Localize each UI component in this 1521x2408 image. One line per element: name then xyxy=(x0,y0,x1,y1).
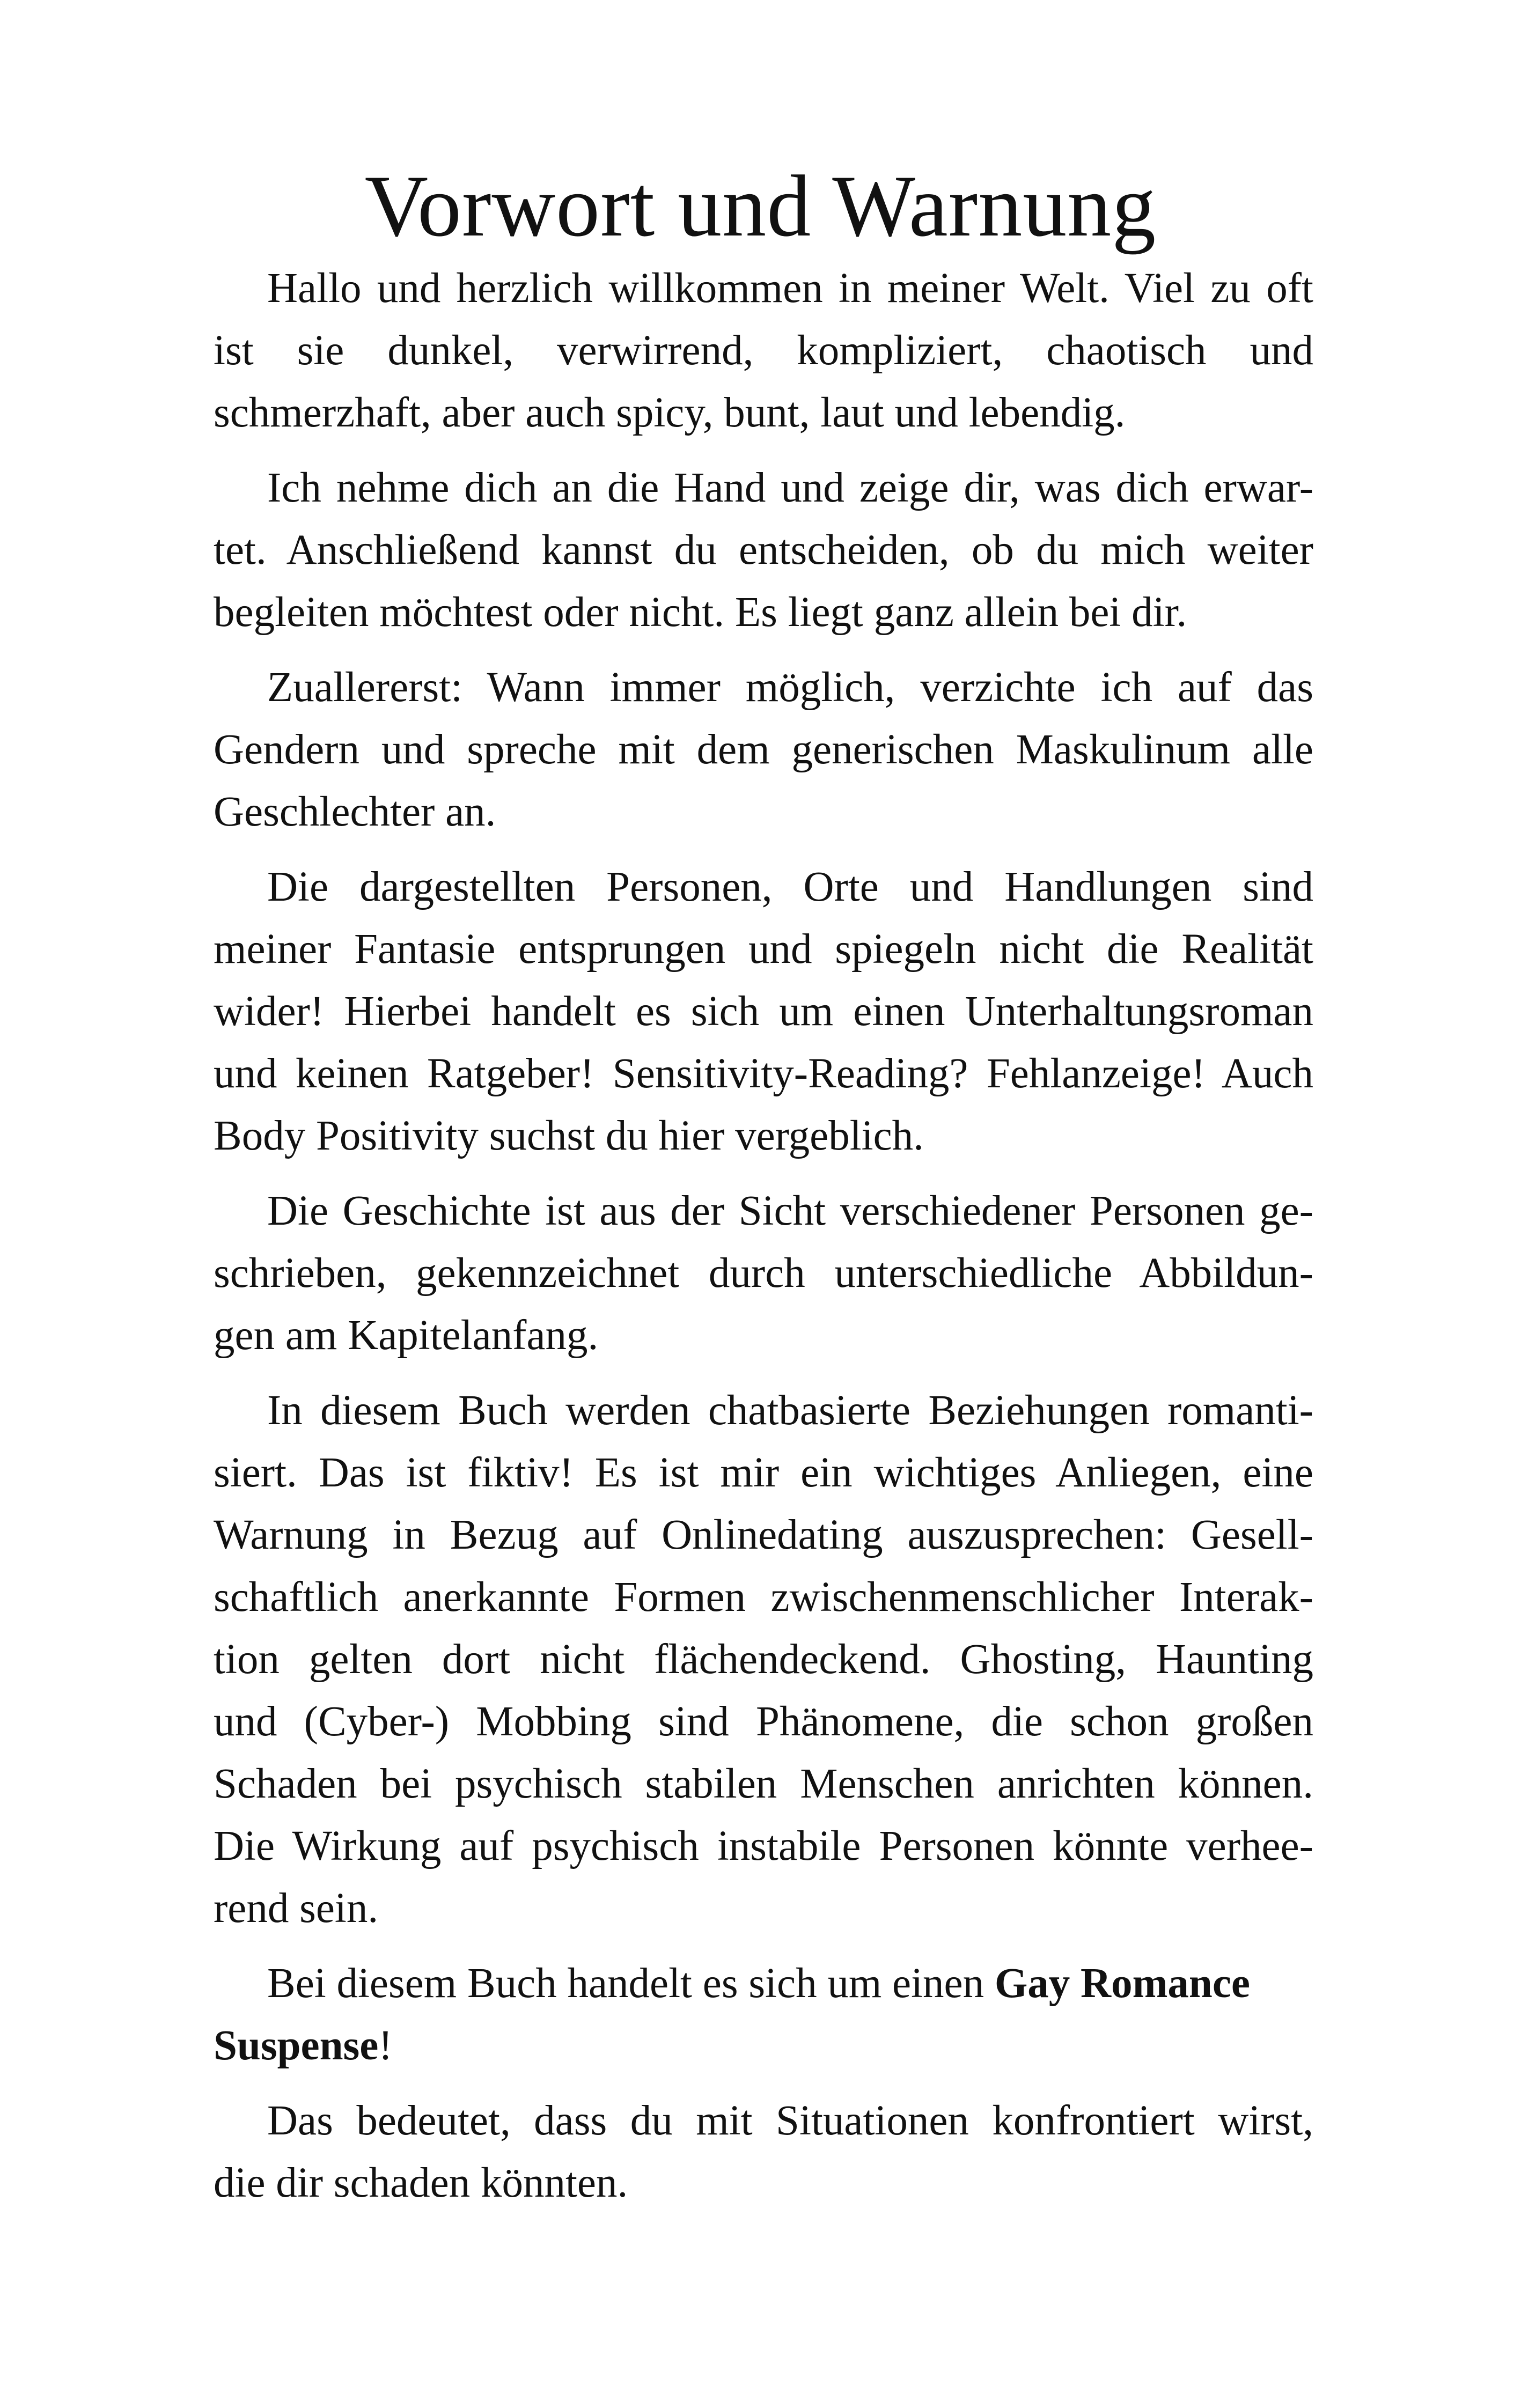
text-line: siert. Das ist fiktiv! Es ist mir ein wichtiges Anliegen, eine xyxy=(214,1449,1313,1496)
paragraph xyxy=(214,1380,1313,1940)
text-line: Die Geschichte ist aus der Sicht verschiedener Personen ge- xyxy=(267,1188,1313,1234)
text-line: schaftlich anerkannte Formen zwischenmenschlicher Interak- xyxy=(214,1574,1313,1621)
text-line: Geschlechter an. xyxy=(214,789,496,835)
text-line: schmerzhaft, aber auch spicy, bunt, laut und lebendig. xyxy=(214,389,1126,436)
paragraph xyxy=(214,856,1313,1167)
genre-bold-text: Suspense xyxy=(214,2022,379,2069)
paragraph xyxy=(214,657,1313,843)
text-line: und (Cyber-) Mobbing sind Phänomene, die schon großen xyxy=(214,1698,1313,1745)
paragraph xyxy=(214,2090,1313,2214)
paragraph xyxy=(214,1180,1313,1367)
text-line: meiner Fantasie entsprungen und spiegeln nicht die Realität xyxy=(214,926,1313,973)
text-segment: Bei diesem Buch handelt es sich um einen xyxy=(267,1960,995,2007)
text-line: Zuallererst: Wann immer möglich, verzichte ich auf das xyxy=(267,664,1313,711)
body-text xyxy=(214,257,1313,2227)
text-line: Das bedeutet, dass du mit Situationen konfrontiert wirst, xyxy=(267,2097,1313,2144)
text-line: Hallo und herzlich willkommen in meiner Welt. Viel zu oft xyxy=(267,265,1313,312)
text-line: schrieben, gekennzeichnet durch unterschiedliche Abbildun- xyxy=(214,1250,1313,1297)
paragraph xyxy=(214,457,1313,644)
text-line: tion gelten dort nicht flächendeckend. Ghosting, Haunting xyxy=(214,1636,1313,1683)
text-line: begleiten möchtest oder nicht. Es liegt ganz allein bei dir. xyxy=(214,589,1187,636)
paragraph xyxy=(214,257,1313,444)
text-line: tet. Anschließend kannst du entscheiden, ob du mich weiter xyxy=(214,527,1313,573)
text-line: Die Wirkung auf psychisch instabile Personen könnte verhee- xyxy=(214,1823,1313,1869)
text-line: Body Positivity suchst du hier vergeblich. xyxy=(214,1113,924,1159)
text-line: Ich nehme dich an die Hand und zeige dir, was dich erwar- xyxy=(267,465,1313,511)
chapter-title: Vorwort und Warnung xyxy=(364,158,1157,255)
text-line: Gendern und spreche mit dem generischen Maskulinum alle xyxy=(214,726,1313,773)
text-line: Die dargestellten Personen, Orte und Handlungen sind xyxy=(267,864,1313,910)
text-line: die dir schaden könnten. xyxy=(214,2160,628,2206)
text-line: gen am Kapitelanfang. xyxy=(214,1312,599,1359)
text-line: In diesem Buch werden chatbasierte Beziehungen romanti- xyxy=(267,1387,1313,1434)
text-line xyxy=(214,2015,1313,2077)
text-line: ist sie dunkel, verwirrend, kompliziert, chaotisch und xyxy=(214,327,1313,374)
text-line: wider! Hierbei handelt es sich um einen Unterhaltungsroman xyxy=(214,988,1313,1035)
text-segment: ! xyxy=(378,2022,393,2069)
text-line: rend sein. xyxy=(214,1885,379,1932)
paragraph xyxy=(214,1953,1313,2077)
text-line: Warnung in Bezug auf Onlinedating auszusprechen: Gesell- xyxy=(214,1512,1313,1558)
text-line: und keinen Ratgeber! Sensitivity-Reading? Fehlanzeige! Auch xyxy=(214,1050,1313,1097)
text-line xyxy=(214,1953,1313,2015)
genre-bold-text: Gay Romance xyxy=(994,1960,1250,2007)
text-line: Schaden bei psychisch stabilen Menschen anrichten können. xyxy=(214,1761,1313,1807)
